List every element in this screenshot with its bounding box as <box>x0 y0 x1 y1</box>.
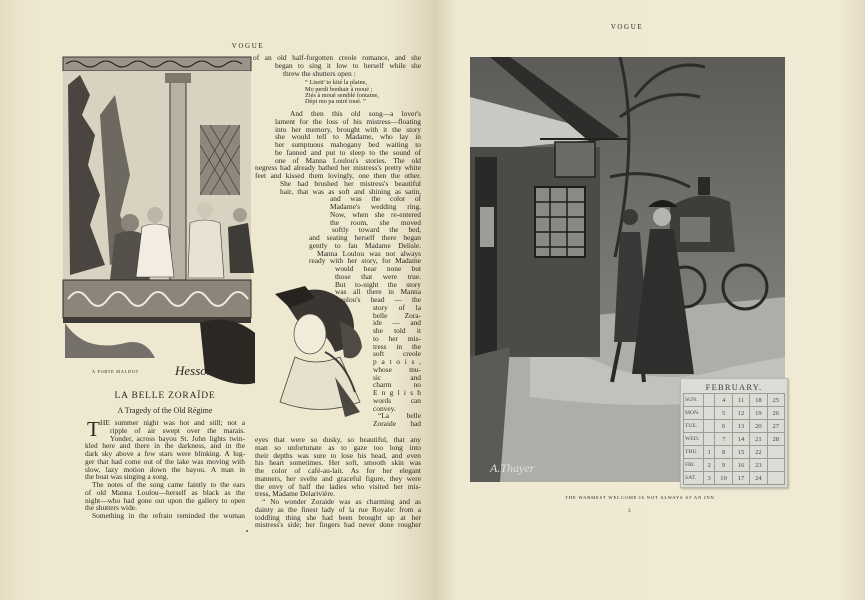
text-line: Manna Loulou was not always <box>317 248 421 258</box>
text-line: charm no <box>373 380 421 390</box>
text-line: their depths was sure to lose his head, and even <box>255 450 421 460</box>
calendar-date: 27 <box>767 420 784 433</box>
text-line: eyes that were so dusky, so beautiful, that any <box>255 435 421 444</box>
calendar-date: 4 <box>715 394 732 407</box>
text-line: words can <box>373 395 421 405</box>
calendar-date: 12 <box>732 407 749 420</box>
text-line: The notes of the song came faintly to the ears <box>92 480 245 489</box>
text-line: ripple of air swept over the marais. <box>110 425 245 435</box>
text-line: the boat was singing a song. <box>85 472 169 482</box>
calendar-day-name: WED. <box>684 433 704 446</box>
calendar-date <box>767 472 784 485</box>
calendar-date <box>767 459 784 472</box>
text-line: into her memory, brought with it the story <box>275 124 421 134</box>
text-line: E n g l i s h <box>373 388 421 397</box>
calendar-date: 6 <box>715 420 732 433</box>
calendar-date: 14 <box>732 433 749 446</box>
calendar-day-name: SUN. <box>684 394 704 407</box>
text-line: tress, Madame Delarivière. <box>255 489 336 499</box>
article-subtitle: A Tragedy of the Old Régime <box>117 406 213 415</box>
text-line: would hear none but <box>335 264 421 273</box>
calendar-day-name: TUE. <box>684 420 704 433</box>
calendar-day-name: MON. <box>684 407 704 420</box>
text-line: one of Manna Loulou's stories. The old <box>275 155 421 165</box>
calendar-row <box>684 394 785 407</box>
text-line: mistress's side; her fingers had never done rougher <box>255 520 421 530</box>
page-number: 3 <box>628 509 631 514</box>
text-line: be fanned and put to sleep to the sound of <box>275 147 421 157</box>
text-line: of an old half-forgotten creole romance, and she <box>253 53 421 62</box>
text-line: ger that had come out of the lake was moving with <box>85 456 245 466</box>
text-line: whose mu- <box>373 364 421 374</box>
calendar-date: 21 <box>750 433 767 446</box>
illustration-caption-left: A FORTE MALDOT <box>92 369 140 374</box>
calendar-date: 11 <box>732 394 749 407</box>
calendar-date <box>704 394 715 407</box>
text-line: feet and kissed them lovingly, one then the other. <box>255 171 421 180</box>
drop-cap: T <box>87 417 100 441</box>
calendar-date: 24 <box>750 472 767 485</box>
february-calendar <box>680 378 788 488</box>
text-line: HE summer night was hot and still; not a <box>100 418 245 427</box>
text-line: ide — and <box>373 318 421 328</box>
text-line: manners, her svelte and graceful figure, they were <box>255 473 421 483</box>
text-line: “ No wonder Zoraide was as charming and as <box>262 497 421 506</box>
text-line: of old Manna Loulou—herself as black as the <box>85 487 245 497</box>
calendar-day-name: THU. <box>684 446 704 459</box>
calendar-date: 26 <box>767 407 784 420</box>
calendar-date: 22 <box>750 446 767 459</box>
text-line: toddling thing she had been brought up at her <box>255 512 421 522</box>
text-line: “ Lisett' to kité la plaine, <box>305 79 367 86</box>
text-line: began to sing it low to herself while she <box>275 61 421 70</box>
text-line: the room, she moved <box>330 217 421 227</box>
text-line: “La belle <box>378 411 421 421</box>
text-line: ready with her story, for Madame <box>309 256 421 266</box>
calendar-date: 1 <box>704 446 715 459</box>
text-line: Loulou's head — the <box>335 295 421 304</box>
text-line: sic and <box>373 372 421 382</box>
calendar-date: 18 <box>750 394 767 407</box>
illustrator-signature: Hesson <box>175 363 214 378</box>
text-line: she would tell to Madame, who lay in <box>275 132 421 142</box>
text-line: Dépi mo pa miré toué. ” <box>305 98 366 105</box>
text-line: she told it <box>373 326 421 335</box>
calendar-date: 20 <box>750 420 767 433</box>
calendar-date: 25 <box>767 394 784 407</box>
text-line: But to-night the story <box>335 279 421 289</box>
calendar-date: 5 <box>715 407 732 420</box>
balcony-scene-illustration <box>60 55 255 385</box>
calendar-date: 17 <box>732 472 749 485</box>
calendar-day-name: FRI. <box>684 459 704 472</box>
text-line: lament for the loss of his mistress—floating <box>275 116 421 126</box>
text-line: p a t o i s , <box>373 357 421 366</box>
calendar-row <box>684 472 785 485</box>
illustration-caption-right: THE WARMEST WELCOME IS NOT ALWAYS AT AN INN <box>565 495 715 500</box>
text-line: soft creole <box>373 349 421 359</box>
text-line: night—who had gone out upon the gallery to open <box>85 495 245 505</box>
text-line: was all there in Manna <box>335 287 421 297</box>
running-head-right: VOGUE <box>610 23 644 31</box>
calendar-month: FEBRUARY. <box>705 382 763 392</box>
calendar-row <box>684 446 785 459</box>
text-line: negress had already bathed her mistress's pretty white <box>255 163 421 173</box>
text-line: to her mis- <box>373 333 421 343</box>
text-line: And then this old song—a lover's <box>290 109 421 118</box>
calendar-date <box>704 420 715 433</box>
text-line: slow, lazy motion down the bayou. A man in <box>85 464 245 474</box>
text-line: and was the color of <box>330 194 421 204</box>
text-line: the envy of half the ladies who visited her mis- <box>255 481 421 491</box>
text-line: the shutters wide. <box>85 503 137 513</box>
text-line: gently to fan Madame Delisle. <box>309 240 421 250</box>
calendar-row <box>684 433 785 446</box>
page-mark <box>246 530 248 532</box>
calendar-date <box>704 433 715 446</box>
text-line: Something in the refrain reminded the woman <box>92 511 245 520</box>
text-line: Ziés à moué semblé fontaine, <box>305 92 379 99</box>
calendar-date: 9 <box>715 459 732 472</box>
running-head-left: VOGUE <box>231 42 265 50</box>
text-line: tress in the <box>373 341 421 351</box>
calendar-date <box>704 407 715 420</box>
calendar-date: 16 <box>732 459 749 472</box>
calendar-date: 7 <box>715 433 732 446</box>
calendar-day-name: SAT. <box>684 472 704 485</box>
text-line: dark sky above a few stars were blinking. A lug- <box>85 449 245 458</box>
text-line: softly toward the bed, <box>332 225 421 235</box>
text-line: Yonder, across bayou St. John lights twin- <box>110 433 245 443</box>
text-line: Now, when she re-entered <box>330 209 421 219</box>
text-line: belle Zora- <box>373 310 421 320</box>
text-line: his heart sometimes. Her soft, smooth skin was <box>255 458 421 468</box>
calendar-date: 19 <box>750 407 767 420</box>
article-title: LA BELLE ZORAÏDE <box>114 391 216 401</box>
calendar-date: 8 <box>715 446 732 459</box>
text-line: those that were true. <box>335 271 421 281</box>
text-line: story of la <box>373 302 421 312</box>
text-line: Mo perdi bonhair à moué ; <box>305 86 373 93</box>
text-line: She had brushed her mistress's beautiful <box>280 178 421 188</box>
text-line: hair, that was as soft and shining as satin, <box>280 186 421 196</box>
text-line: convey. <box>373 403 396 413</box>
calendar-date: 3 <box>704 472 715 485</box>
calendar-row <box>684 407 785 420</box>
calendar-date: 13 <box>732 420 749 433</box>
text-line: Zoraide had <box>373 419 421 428</box>
text-line: dainty as the finest lady of la rue Royale: from a <box>255 504 421 514</box>
calendar-row <box>684 420 785 433</box>
calendar-date <box>767 446 784 459</box>
text-line: her sumptuous mahogany bed waiting to <box>275 140 421 149</box>
calendar-row <box>684 459 785 472</box>
calendar-grid <box>683 393 785 485</box>
text-line: and seating herself there began <box>309 233 421 242</box>
calendar-date: 23 <box>750 459 767 472</box>
calendar-date: 10 <box>715 472 732 485</box>
text-line: kled here and there in the darkness, and in the <box>85 441 245 451</box>
text-line: man so unfortunate as to gaze too long into <box>255 442 421 452</box>
text-line: Madame's wedding ring. <box>330 202 421 211</box>
illustrator-signature-right: A.Thayer <box>490 461 535 475</box>
calendar-date: 2 <box>704 459 715 472</box>
text-line: the color of café-au-lait. As for her elegant <box>255 466 421 475</box>
calendar-date: 28 <box>767 433 784 446</box>
text-line: threw the shutters open : <box>283 69 356 78</box>
calendar-date: 15 <box>732 446 749 459</box>
